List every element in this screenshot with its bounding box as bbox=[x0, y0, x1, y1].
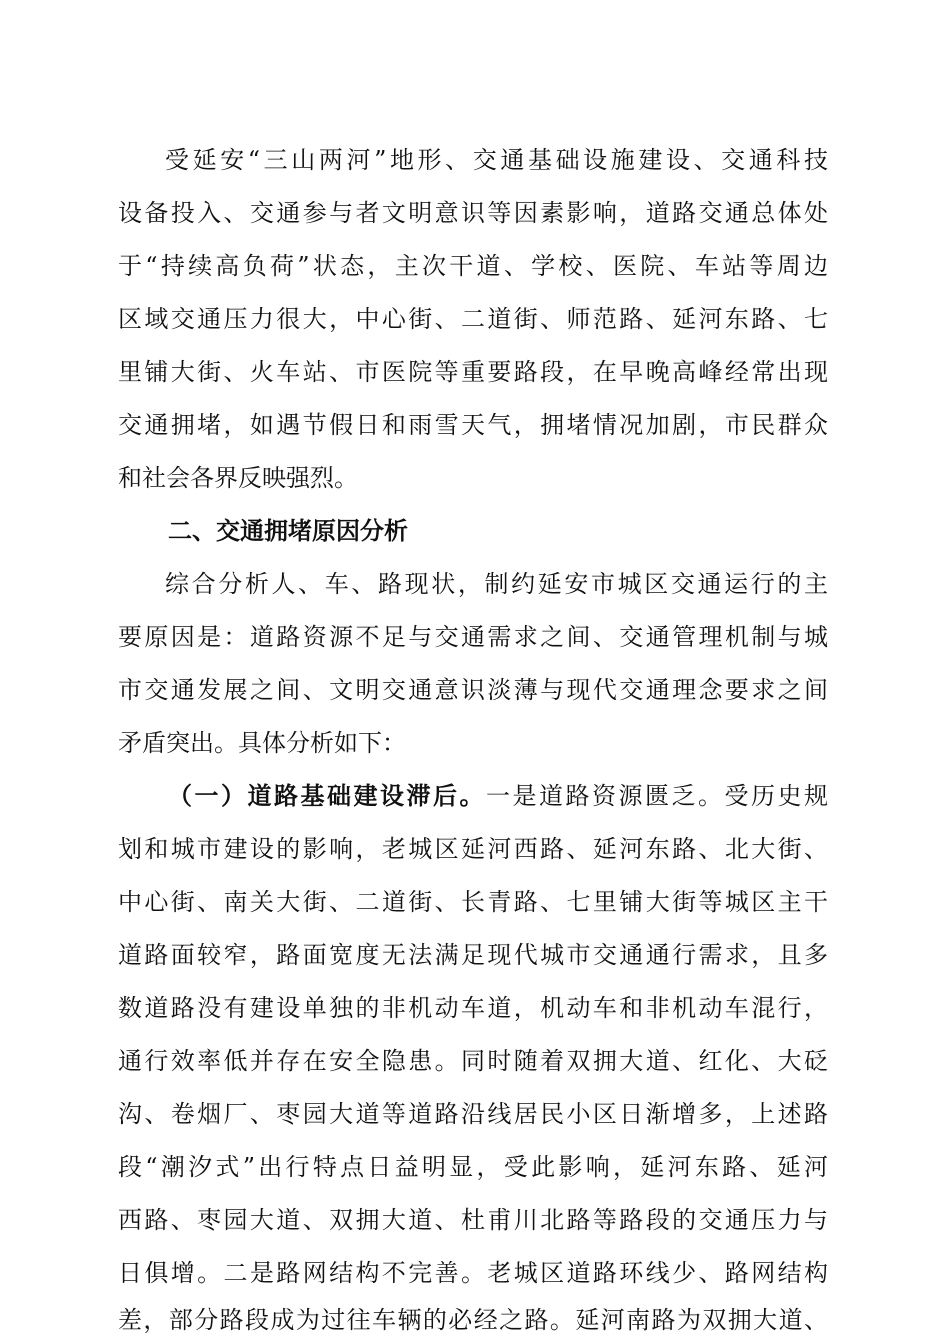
text-line: 区域交通压力很大，中心街、二道街、师范路、延河东路、七 bbox=[118, 305, 828, 333]
text-line: 日俱增。二是路网结构不完善。老城区道路环线少、路网结构 bbox=[118, 1259, 828, 1287]
text-line: 通行效率低并存在安全隐患。同时随着双拥大道、红化、大砭 bbox=[118, 1047, 828, 1075]
text-line: 西路、枣园大道、双拥大道、杜甫川北路等路段的交通压力与 bbox=[118, 1206, 828, 1234]
text-line: 受延安“三山两河”地形、交通基础设施建设、交通科技 bbox=[165, 146, 828, 174]
section-heading: 二、交通拥堵原因分析 bbox=[168, 517, 408, 545]
text-line: 数道路没有建设单独的非机动车道，机动车和非机动车混行， bbox=[118, 994, 828, 1022]
text-line: 道路面较窄，路面宽度无法满足现代城市交通通行需求，且多 bbox=[118, 941, 828, 969]
text-run: 一是道路资源匮乏。受历史规 bbox=[486, 782, 828, 810]
text-line: 段“潮汐式”出行特点日益明显，受此影响，延河东路、延河 bbox=[118, 1153, 828, 1181]
text-line: 矛盾突出。具体分析如下： bbox=[118, 729, 406, 757]
text-line: 中心街、南关大街、二道街、长青路、七里铺大街等城区主干 bbox=[118, 888, 828, 916]
text-line: 综合分析人、车、路现状，制约延安市城区交通运行的主 bbox=[165, 570, 828, 598]
text-line: 差，部分路段成为过往车辆的必经之路。延河南路为双拥大道、 bbox=[118, 1306, 828, 1334]
text-line: 划和城市建设的影响，老城区延河西路、延河东路、北大街、 bbox=[118, 835, 828, 863]
text-line: 市交通发展之间、文明交通意识淡薄与现代交通理念要求之间 bbox=[118, 676, 828, 704]
text-line: 里铺大街、火车站、市医院等重要路段，在早晚高峰经常出现 bbox=[118, 358, 828, 386]
text-line: 沟、卷烟厂、枣园大道等道路沿线居民小区日渐增多，上述路 bbox=[118, 1100, 828, 1128]
text-line: 交通拥堵，如遇节假日和雨雪天气，拥堵情况加剧，市民群众 bbox=[118, 411, 828, 439]
text-line: 设备投入、交通参与者文明意识等因素影响，道路交通总体处 bbox=[118, 199, 828, 227]
text-line: 于“持续高负荷”状态，主次干道、学校、医院、车站等周边 bbox=[118, 252, 828, 280]
subsection-heading: （一）道路基础建设滞后。 bbox=[168, 782, 486, 810]
text-line: 和社会各界反映强烈。 bbox=[118, 464, 358, 492]
text-line-with-subheading bbox=[168, 776, 828, 816]
text-line: 要原因是：道路资源不足与交通需求之间、交通管理机制与城 bbox=[118, 623, 828, 651]
